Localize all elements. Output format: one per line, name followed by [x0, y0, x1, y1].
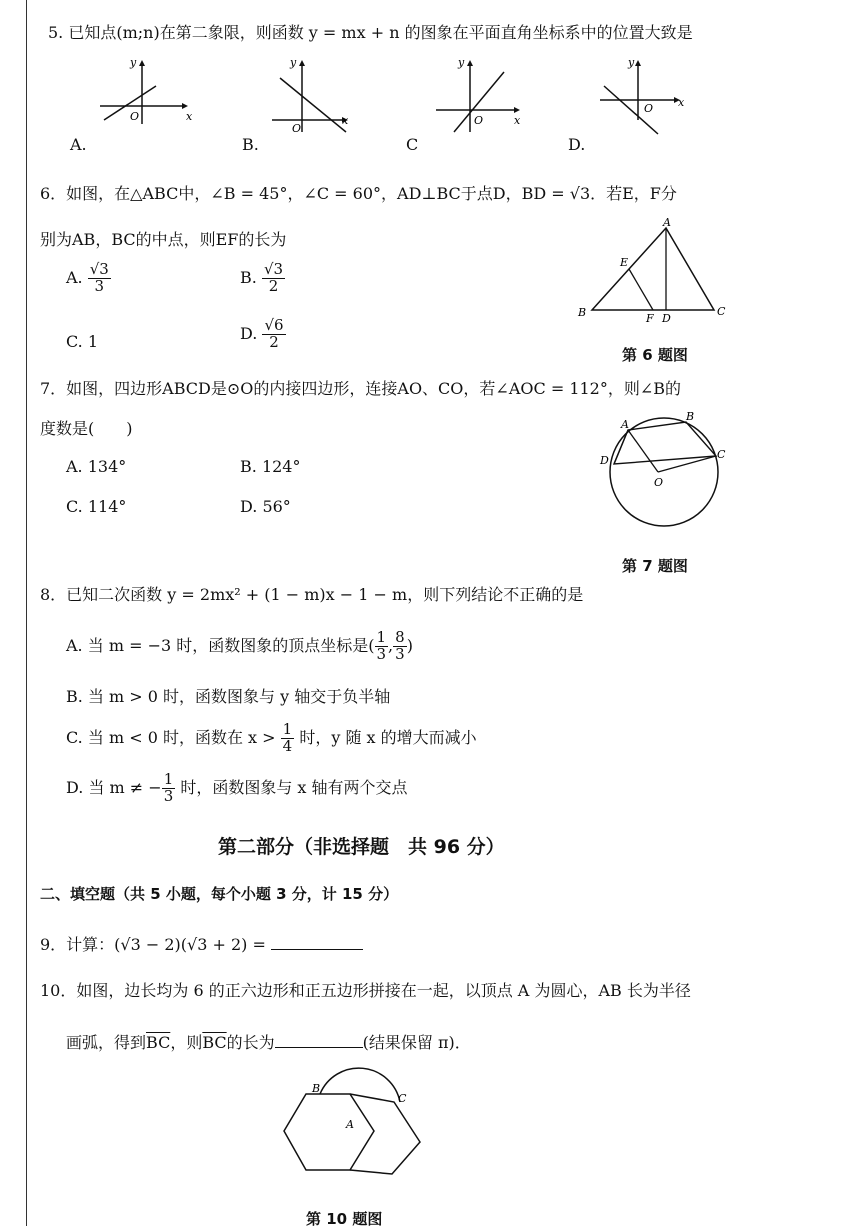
q6d-fraction — [262, 318, 285, 351]
q7a-value: 134° — [87, 457, 127, 476]
q5-graph-b — [262, 56, 372, 135]
q5a-x-label: x — [186, 110, 193, 123]
q8-option-d — [66, 772, 408, 805]
q8-option-b — [66, 684, 390, 707]
q10-caption: 第 10 题图 — [306, 1210, 383, 1228]
q8d-frac — [162, 772, 176, 805]
q8a-frac1 — [375, 630, 389, 663]
q10-line1: 10．如图，边长均为 6 的正六边形和正五边形拼接在一起，以顶点 A 为圆心，AB 长为半径 — [40, 981, 691, 1000]
q8a-d2: 3 — [395, 644, 405, 663]
q8a-sep: , — [388, 635, 394, 655]
q8b-label: B. — [66, 687, 83, 706]
q6c-label: C. — [66, 332, 83, 351]
q8-stem: 8．已知二次函数 y = 2mx² + (1 − m)x − 1 − m，则下列结论不正确的是 — [40, 585, 584, 604]
q10-figure — [270, 1066, 430, 1196]
q6-line1: 6．如图，在△ABC中，∠B = 45°，∠C = 60°，AD⊥BC于点D，BD = √3．若E，F分 — [40, 184, 677, 203]
q6a-label: A. — [66, 267, 83, 287]
q6d-label: D. — [240, 323, 258, 343]
q5c-origin-label: O — [474, 114, 484, 127]
q7d-value: 56° — [262, 497, 291, 516]
q6-option-c — [66, 332, 98, 351]
q6-figure — [572, 218, 732, 328]
q7-option-a — [66, 457, 126, 476]
q5b-x-label: x — [342, 114, 349, 127]
q8d-n: 1 — [163, 770, 174, 788]
q7-option-d — [240, 497, 291, 516]
q7c-value: 114° — [87, 497, 127, 516]
page-left-rule — [26, 0, 27, 1226]
q10-line2 — [66, 1030, 471, 1053]
q6-label-a: A — [663, 216, 671, 229]
q7-line1: 7．如图，四边形ABCD是⊙O的内接四边形，连接AO、CO，若∠AOC = 112°，则∠B的 — [40, 379, 682, 398]
q5b-y-label: y — [290, 56, 297, 69]
q5-option-d: D. — [568, 135, 586, 154]
q8d-d: 3 — [163, 786, 174, 805]
q6d-den: 2 — [269, 332, 279, 351]
q6-line2: 别为AB，BC的中点，则EF的长为 — [40, 230, 287, 249]
q8c-label: C. — [66, 727, 83, 747]
q5-option-c: C — [406, 135, 419, 154]
q9-text: 9．计算：(√3 − 2)(√3 + 2) = — [40, 935, 266, 954]
q8a-post: ) — [406, 635, 413, 655]
q6b-label: B. — [240, 267, 257, 287]
q8c-d: 4 — [282, 736, 293, 755]
q8c-pre: 当 m < 0 时，函数在 x > — [87, 727, 276, 747]
q5a-y-label: y — [130, 56, 137, 69]
q5d-origin-label: O — [644, 102, 654, 115]
q6-caption: 第 6 题图 — [622, 346, 688, 364]
q8d-post: 时，函数图象与 x 轴有两个交点 — [180, 777, 408, 797]
q7a-label: A. — [66, 457, 83, 476]
q6-label-d: D — [662, 312, 671, 325]
q7-label-b: B — [686, 410, 695, 423]
q10-label-b: B — [312, 1082, 321, 1095]
q5-graph-c — [430, 58, 540, 128]
q7b-label: B. — [240, 457, 257, 476]
q10-arc-bc-1: $\overline{BC}$ — [146, 1033, 171, 1052]
q7-option-b — [240, 457, 300, 476]
q6a-num: √3 — [89, 260, 109, 278]
q7-label-o: O — [654, 476, 664, 489]
q7-figure — [598, 408, 728, 532]
q5-stem: 已知点(m;n)在第二象限，则函数 y = mx + n 的图象在平面直角坐标系中的位置大致是 — [68, 23, 693, 42]
q6d-num: √6 — [264, 316, 284, 334]
q8d-pre: 当 m ≠ − — [88, 777, 162, 797]
q10-label-a: A — [346, 1118, 354, 1131]
section2-subtitle: 二、填空题（共 5 小题，每个小题 3 分，计 15 分） — [40, 885, 399, 903]
q10-arc-bc-2: $\overline{BC}$ — [202, 1033, 227, 1052]
q8a-d1: 3 — [376, 644, 387, 663]
q6a-den: 3 — [94, 276, 105, 295]
q10-label-c: C — [398, 1092, 407, 1105]
q8c-post: 时，y 随 x 的增大而减小 — [299, 727, 477, 747]
q7-label-d: D — [600, 454, 609, 467]
q8a-frac2 — [393, 630, 407, 663]
q5d-x-label: x — [678, 96, 685, 109]
q8d-label: D. — [66, 777, 84, 797]
q8b-text: 当 m > 0 时，函数图象与 y 轴交于负半轴 — [87, 687, 391, 706]
q10-line2a: 画弧，得到 — [66, 1033, 147, 1052]
q5a-origin-label: O — [130, 110, 140, 123]
q6-label-b: B — [578, 306, 587, 319]
q6b-den: 2 — [268, 276, 279, 295]
q8-option-a — [66, 630, 413, 663]
q5-option-b: B. — [242, 135, 259, 154]
q5-text — [48, 20, 693, 43]
q6b-num: √3 — [263, 260, 284, 278]
q8-option-c — [66, 722, 477, 755]
q6-option-b — [240, 262, 285, 295]
q8a-label: A. — [66, 635, 83, 655]
q10-line2c: 的长为 — [226, 1033, 275, 1052]
q7-line2: 度数是( ) — [40, 419, 133, 438]
section2-title: 第二部分（非选择题 共 96 分） — [218, 836, 505, 858]
q5b-origin-label: O — [292, 122, 302, 135]
q8a-pre: 当 m = −3 时，函数图象的顶点坐标是( — [87, 635, 375, 655]
q5d-y-label: y — [628, 56, 635, 69]
q7-option-c — [66, 497, 126, 516]
q6c-value: 1 — [87, 332, 99, 351]
q7c-label: C. — [66, 497, 83, 516]
q6-label-c: C — [717, 305, 726, 318]
q10-line2b: ，则 — [170, 1033, 203, 1052]
q7-caption: 第 7 题图 — [622, 557, 688, 575]
q5c-y-label: y — [458, 56, 465, 69]
q5-option-a: A. — [70, 135, 87, 154]
q9-line — [40, 932, 363, 955]
q5c-x-label: x — [514, 114, 521, 127]
q8a-n2: 8 — [395, 628, 405, 646]
q5-number: 5. — [48, 23, 64, 42]
q6b-fraction — [262, 262, 285, 295]
q5-graph-a — [90, 58, 200, 128]
q6-option-a — [66, 262, 111, 295]
q10-answer-blank[interactable] — [275, 1033, 363, 1048]
q5-graph-d — [596, 58, 706, 138]
q7-label-c: C — [717, 448, 726, 461]
q8a-n1: 1 — [376, 628, 387, 646]
q7-label-a: A — [621, 418, 629, 431]
q10-line2d: (结果保留 π)． — [362, 1033, 471, 1052]
q6-option-d — [240, 318, 286, 351]
q6a-fraction — [88, 262, 111, 295]
q8c-n: 1 — [282, 720, 293, 738]
q9-answer-blank[interactable] — [271, 935, 363, 950]
q8c-frac — [281, 722, 295, 755]
q6-label-f: F — [646, 312, 654, 325]
q7b-value: 124° — [261, 457, 301, 476]
q6-label-e: E — [620, 256, 629, 269]
q7d-label: D. — [240, 497, 258, 516]
